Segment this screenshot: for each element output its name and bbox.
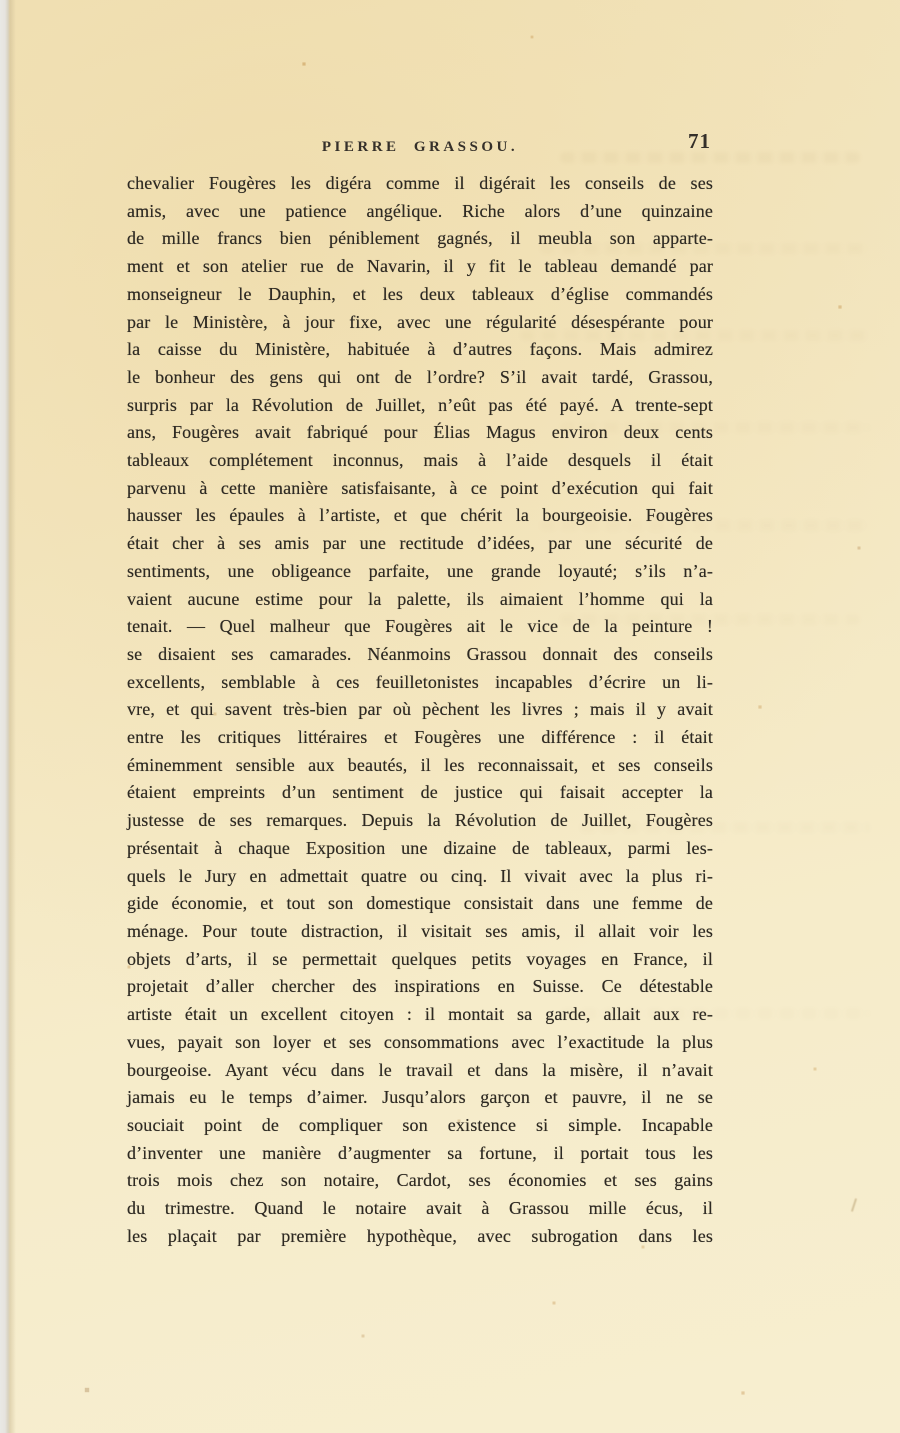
text-line: amis, avec une patience angélique. Riche alors d’une quinzaine bbox=[127, 200, 713, 221]
text-line: bourgeoise. Ayant vécu dans le travail et dans la misère, il n’avait bbox=[127, 1059, 713, 1080]
text-line: vaient aucune estime pour la palette, ils aimaient l’homme qui la bbox=[127, 588, 713, 609]
text-line: objets d’arts, il se permettait quelques petits voyages en France, il bbox=[127, 948, 713, 969]
text-line: était cher à ses amis par une rectitude d’idées, par une sécurité de bbox=[127, 533, 713, 554]
page-number: 71 bbox=[688, 129, 711, 153]
text-line: excellents, semblable à ces feuilletonistes incapables d’écrire un li- bbox=[127, 671, 713, 692]
text-line: monseigneur le Dauphin, et les deux tableaux d’église commandés bbox=[127, 283, 713, 304]
text-line: se disaient ses camarades. Néanmoins Grassou donnait des conseils bbox=[127, 643, 713, 664]
body-text bbox=[127, 170, 713, 1250]
paper-fiber-mark bbox=[851, 1198, 857, 1212]
text-line: présentait à chaque Exposition une dizaine de tableaux, parmi les- bbox=[127, 837, 713, 858]
text-line: entre les critiques littéraires et Fougères une différence : il était bbox=[127, 727, 713, 748]
text-line: par le Ministère, à jour fixe, avec une régularité désespérante pour bbox=[127, 311, 713, 332]
paper-speckles bbox=[0, 0, 2, 2]
text-line: ment et son atelier rue de Navarin, il y fit le tableau demandé par bbox=[127, 256, 713, 277]
text-line: étaient empreints d’un sentiment de justice qui faisait accepter la bbox=[127, 782, 713, 803]
text-line: du trimestre. Quand le notaire avait à Grassou mille écus, il bbox=[127, 1198, 713, 1219]
text-line: de mille francs bien péniblement gagnés, il meubla son apparte- bbox=[127, 228, 713, 249]
text-line: d’inventer une manière d’augmenter sa fortune, il portait tous les bbox=[127, 1142, 713, 1163]
running-header-title: PIERRE GRASSOU. bbox=[321, 139, 519, 155]
text-line: jamais eu le temps d’aimer. Jusqu’alors garçon et pauvre, il ne se bbox=[127, 1087, 713, 1108]
text-line: tenait. — Quel malheur que Fougères ait le vice de la peinture ! bbox=[127, 616, 713, 637]
text-line: vre, et qui savent très-bien par où pèchent les livres ; mais il y avait bbox=[127, 699, 713, 720]
text-line: artiste était un excellent citoyen : il montait sa garde, allait aux re- bbox=[127, 1004, 713, 1025]
text-line: tableaux complétement inconnus, mais à l’aide desquels il était bbox=[127, 450, 713, 471]
text-line: parvenu à cette manière satisfaisante, à ce point d’exécution qui fait bbox=[127, 477, 713, 498]
page-header bbox=[127, 129, 713, 156]
text-line: justesse de ses remarques. Depuis la Révolution de Juillet, Fougères bbox=[127, 810, 713, 831]
text-line: trois mois chez son notaire, Cardot, ses économies et ses gains bbox=[127, 1170, 713, 1191]
text-line: sentiments, une obligeance parfaite, une grande loyauté; s’ils n’a- bbox=[127, 560, 713, 581]
text-line: hausser les épaules à l’artiste, et que chérit la bourgeoisie. Fougères bbox=[127, 505, 713, 526]
text-line: les plaçait par première hypothèque, avec subrogation dans les bbox=[127, 1225, 713, 1246]
text-line: le bonheur des gens qui ont de l’ordre? S’il avait tardé, Grassou, bbox=[127, 366, 713, 387]
scan-left-edge bbox=[0, 0, 16, 1433]
text-line: la caisse du Ministère, habituée à d’autres façons. Mais admirez bbox=[127, 339, 713, 360]
text-line: projetait d’aller chercher des inspirations en Suisse. Ce détestable bbox=[127, 976, 713, 997]
text-line: chevalier Fougères les digéra comme il digérait les conseils de ses bbox=[127, 173, 713, 193]
text-line: ans, Fougères avait fabriqué pour Élias Magus environ deux cents bbox=[127, 422, 713, 443]
text-line: quels le Jury en admettait quatre ou cinq. Il vivait avec la plus ri- bbox=[127, 865, 713, 886]
text-line: souciait point de compliquer son existence si simple. Incapable bbox=[127, 1114, 713, 1135]
text-line: gide économie, et tout son domestique consistait dans une femme de bbox=[127, 893, 713, 914]
text-line: vues, payait son loyer et ses consommations avec l’exactitude la plus bbox=[127, 1031, 713, 1052]
text-line: surpris par la Révolution de Juillet, n’eût pas été payé. A trente-sept bbox=[127, 394, 713, 415]
text-line: ménage. Pour toute distraction, il visitait ses amis, il allait voir les bbox=[127, 920, 713, 941]
text-line: éminemment sensible aux beautés, il les reconnaissait, et ses conseils bbox=[127, 754, 713, 775]
